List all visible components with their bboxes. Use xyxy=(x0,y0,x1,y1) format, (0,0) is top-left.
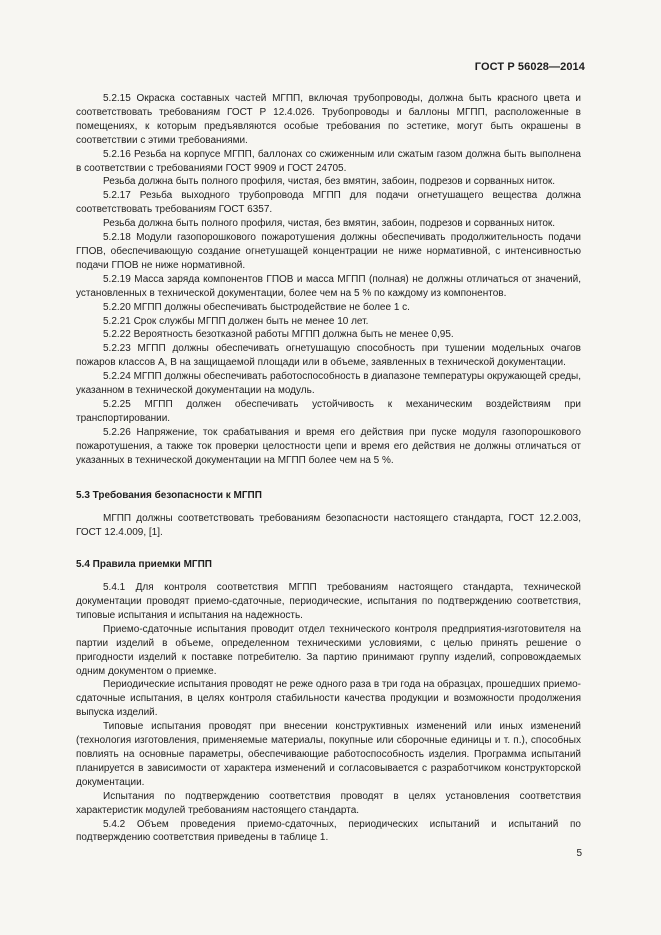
paragraph-5-2-15: 5.2.15 Окраска составных частей МГПП, включая трубопроводы, должна быть красного цвета и соответствовать требованиям ГОСТ Р 12.4.026. Трубопроводы и баллоны МГПП, расположенные в помещениях, к которым предъявляются особые требования по эстетике, могут быть окрашены в соответствии с этими требованиями. xyxy=(76,93,581,146)
section-5-4-heading: 5.4 Правила приемки МГПП xyxy=(76,559,212,571)
paragraph-conformity-tests: Испытания по подтверждению соответствия проводят в целях установления соответствия характеристик модулей требованиям настоящего стандарта. xyxy=(76,790,581,816)
paragraph-thread-note-1: Резьба должна быть полного профиля, чистая, без вмятин, забоин, подрезов и сорванных ниток. xyxy=(103,176,556,188)
paragraph-acceptance-tests: Приемо-сдаточные испытания проводит отдел технического контроля предприятия-изготовителя на партии изделий в объеме, определенном техническими условиями, с целью принять решение о пригодности изделий к поставке потребителю. За партию принимают группу изделий, сопровождаемых одним документом о приемке. xyxy=(76,623,581,677)
document-body xyxy=(76,92,581,845)
section-5-3-heading: 5.3 Требования безопасности к МГПП xyxy=(76,490,262,502)
paragraph-5-2-21: 5.2.21 Срок службы МГПП должен быть не менее 10 лет. xyxy=(103,315,369,327)
paragraph-5-2-20: 5.2.20 МГПП должны обеспечивать быстродействие не более 1 с. xyxy=(103,301,410,313)
paragraph-5-2-17: 5.2.17 Резьба выходного трубопровода МГПП для подачи огнетушащего вещества должна соответствовать требованиям ГОСТ 6357. xyxy=(76,190,581,216)
paragraph-5-2-19: 5.2.19 Масса заряда компонентов ГПОВ и масса МГПП (полная) не должны отличаться от значений, установленных в технической документации, более чем на 5 % по каждому из компонентов. xyxy=(76,273,581,299)
paragraph-5-2-22: 5.2.22 Вероятность безотказной работы МГПП должна быть не менее 0,95. xyxy=(103,329,454,341)
paragraph-5-2-25: 5.2.25 МГПП должен обеспечивать устойчивость к механическим воздействиям при транспортировании. xyxy=(76,398,581,424)
paragraph-5-2-18: 5.2.18 Модули газопорошкового пожаротушения должны обеспечивать продолжительность подачи ГПОВ, обеспечивающую создание огнетушащей концентрации не ниже нормативной, с интенсивностью подачи ГПОВ не ниже нормативной. xyxy=(76,232,581,271)
page-number: 5 xyxy=(576,848,582,859)
paragraph-5-2-23: 5.2.23 МГПП должны обеспечивать огнетушащую способность при тушении модельных очагов пожаров классов А, В на защищаемой площади или в объеме, заявленных в технической документации. xyxy=(76,343,581,369)
paragraph-5-2-24: 5.2.24 МГПП должны обеспечивать работоспособность в диапазоне температуры окружающей среды, указанном в технической документации на модуль. xyxy=(76,371,581,397)
paragraph-5-4-2: 5.4.2 Объем проведения приемо-сдаточных, периодических испытаний и испытаний по подтверждению соответствия приведены в таблице 1. xyxy=(76,818,581,844)
paragraph-5-4-1: 5.4.1 Для контроля соответствия МГПП требованиям настоящего стандарта, технической документации проводят приемо-сдаточные, периодические, испытания по подтверждению соответствия, типовые испытания и испытания на надежность. xyxy=(76,582,581,621)
section-5-3-text: МГПП должны соответствовать требованиям безопасности настоящего стандарта, ГОСТ 12.2.003, ГОСТ 12.4.009, [1]. xyxy=(76,513,581,539)
document-id-header: ГОСТ Р 56028—2014 xyxy=(474,61,585,73)
paragraph-5-2-26: 5.2.26 Напряжение, ток срабатывания и время его действия при пуске модуля газопорошкового пожаротушения, а также ток проверки целостности цепи и время его действия не должны отличаться от указанных в технической документации на МГПП более чем на 5 %. xyxy=(76,426,581,466)
paragraph-thread-note-2: Резьба должна быть полного профиля, чистая, без вмятин, забоин, подрезов и сорванных ниток. xyxy=(103,218,556,230)
paragraph-5-2-16: 5.2.16 Резьба на корпусе МГПП, баллонах со сжиженным или сжатым газом должна быть выполнена в соответствии с требованиями ГОСТ 9909 и ГОСТ 24705. xyxy=(76,148,581,174)
paragraph-type-tests: Типовые испытания проводят при внесении конструктивных изменений или иных изменений (технология изготовления, применяемые материалы, покупные или сборочные единицы и т. п.), способных повлиять на основные параметры, обеспечивающие работоспособность изделия. Программа испытаний планируется в зависимости от характера изменений и согласовывается с разработчиком конструкторской документации. xyxy=(76,721,581,788)
paragraph-periodic-tests: Периодические испытания проводят не реже одного раза в три года на образцах, прошедших приемо-сдаточные испытания, в целях контроля стабильности качества продукции и возможности продолжения выпуска изделий. xyxy=(76,679,581,719)
